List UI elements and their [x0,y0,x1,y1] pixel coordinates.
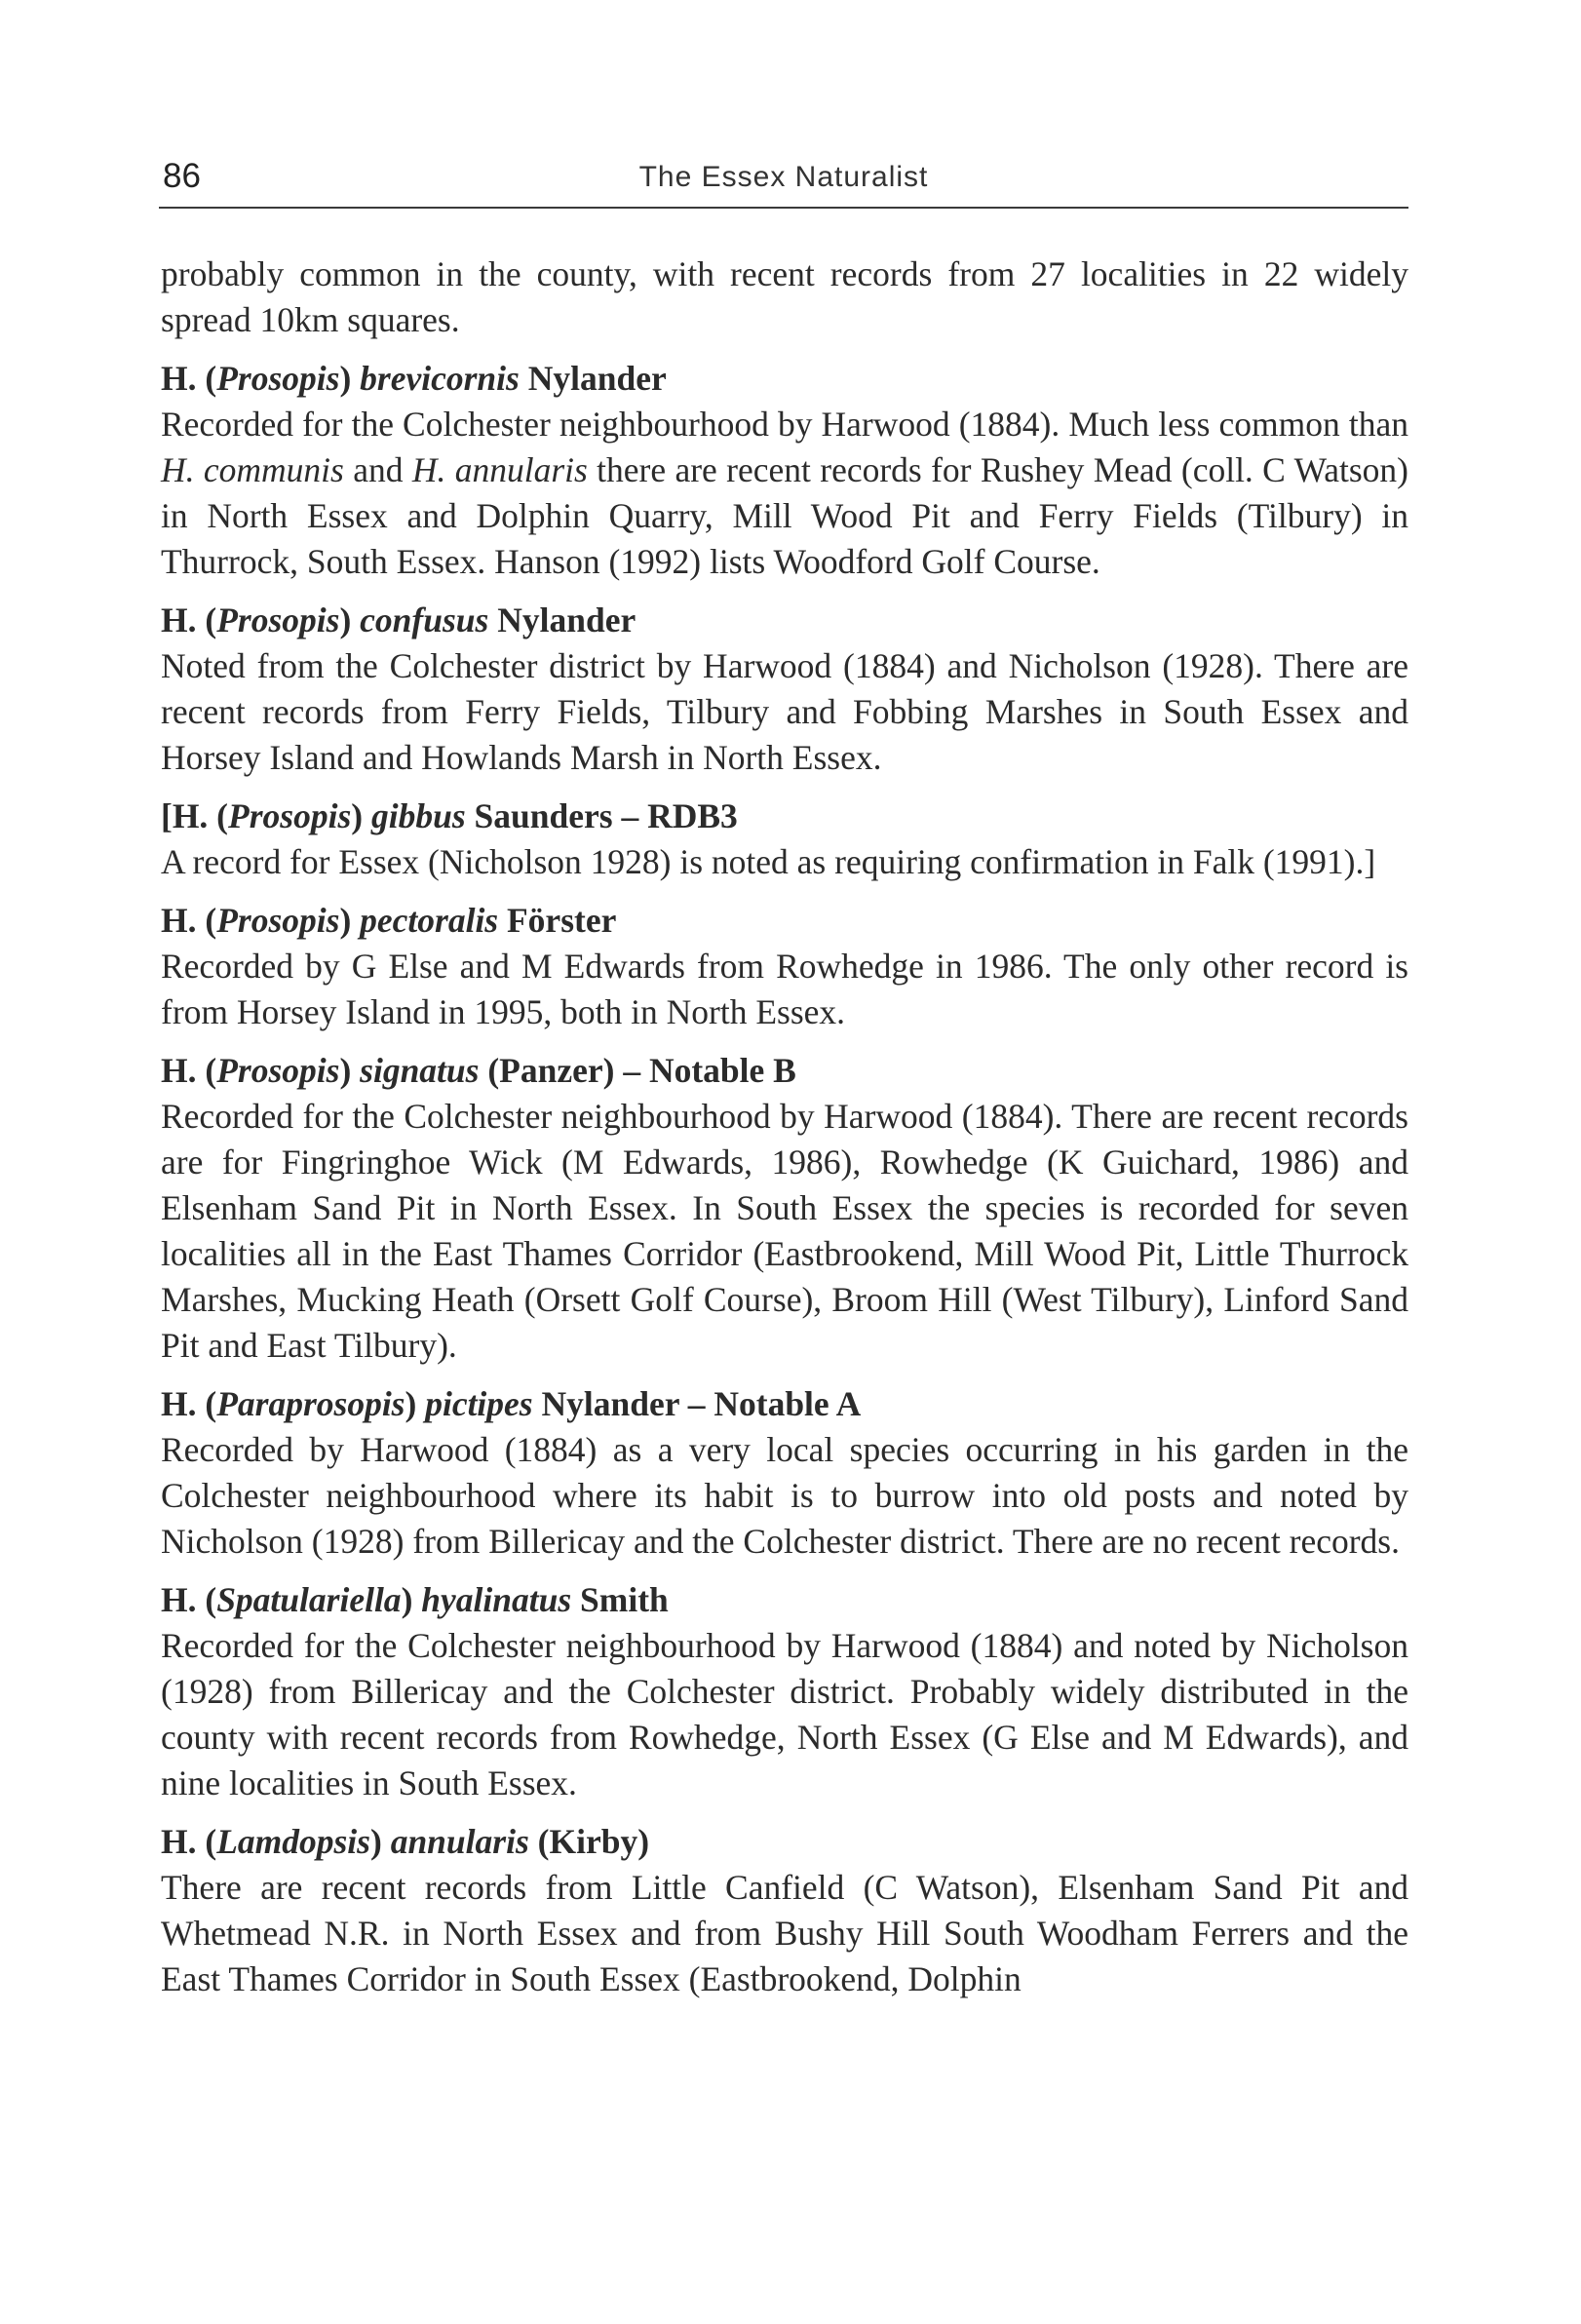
species-entry [161,356,1408,585]
subgenus-name: Prosopis [216,600,340,639]
species-text: Recorded for the Colchester neighbourhood by Harwood (1884). Much less common than H. communis and H. annularis there are recent records for Rushey Mead (coll. C Watson) in North Essex and Dolphin Quarry, Mill Wood Pit and Ferry Fields (Tilbury) in Thurrock, South Essex. Hanson (1992) lists Woodford Golf Course. [161,405,1408,581]
species-text: A record for Essex (Nicholson 1928) is noted as requiring confirmation in Falk (1991).] [161,842,1376,881]
species-entry [161,1381,1408,1565]
species-heading: [H. (Prosopis) gibbus Saunders – RDB3 [161,796,738,835]
species-entry [161,794,1408,885]
species-text: Recorded for the Colchester neighbourhood by Harwood (1884). There are recent records are for Fingringhoe Wick (M Edwards, 1986), Rowhedge (K Guichard, 1986) and Elsenham Sand Pit in North Essex. In South Essex the species is recorded for seven localities all in the East Thames Corridor (Eastbrookend, Mill Wood Pit, Little Thurrock Marshes, Mucking Heath (Orsett Golf Course), Broom Hill (West Tilbury), Linford Sand Pit and East Tilbury). [161,1097,1408,1365]
subgenus-name: Spatulariella [216,1580,402,1619]
species-text: Recorded by G Else and M Edwards from Rowhedge in 1986. The only other record is from Horsey Island in 1995, both in North Essex. [161,947,1408,1031]
page-body [161,252,1408,2015]
species-name: gibbus [370,796,466,835]
subgenus-name: Prosopis [216,901,340,940]
species-entry [161,1819,1408,2002]
subgenus-name: Prosopis [228,796,352,835]
subgenus-name: Prosopis [216,359,340,398]
subgenus-name: Paraprosopis [216,1384,405,1423]
species-heading: H. (Paraprosopis) pictipes Nylander – Notable A [161,1384,862,1423]
running-head: The Essex Naturalist [638,161,929,193]
intro-paragraph: probably common in the county, with recent records from 27 localities in 22 widely spread 10km squares. [161,254,1408,339]
species-heading: H. (Prosopis) brevicornis Nylander [161,359,667,398]
species-text: There are recent records from Little Canfield (C Watson), Elsenham Sand Pit and Whetmead N.R. in North Essex and from Bushy Hill South Woodham Ferrers and the East Thames Corridor in South Essex (Eastbrookend, Dolphin [161,1868,1408,1998]
species-entry [161,898,1408,1035]
species-heading: H. (Prosopis) signatus (Panzer) – Notable B [161,1051,796,1090]
species-name: pictipes [425,1384,533,1423]
subgenus-name: Prosopis [216,1051,340,1090]
species-heading: H. (Prosopis) confusus Nylander [161,600,636,639]
species-reference: H. communis [161,450,344,489]
species-name: confusus [360,600,489,639]
species-heading: H. (Spatulariella) hyalinatus Smith [161,1580,669,1619]
species-reference: H. annularis [411,450,588,489]
species-entry [161,1577,1408,1806]
species-heading: H. (Lamdopsis) annularis (Kirby) [161,1822,650,1861]
species-text: Recorded for the Colchester neighbourhood by Harwood (1884) and noted by Nicholson (1928) from Billericay and the Colchester district. Probably widely distributed in the county with recent records from Rowhedge, North Essex (G Else and M Edwards), and nine localities in South Essex. [161,1626,1408,1802]
species-text: Recorded by Harwood (1884) as a very local species occurring in his garden in the Colchester neighbourhood where its habit is to burrow into old posts and noted by Nicholson (1928) from Billericay and the Colchester district. There are no recent records. [161,1430,1408,1561]
page-header [159,154,1408,209]
subgenus-name: Lamdopsis [216,1822,370,1861]
species-heading: H. (Prosopis) pectoralis Förster [161,901,617,940]
species-name: annularis [390,1822,529,1861]
species-entry [161,1048,1408,1369]
species-name: signatus [360,1051,480,1090]
species-name: pectoralis [360,901,499,940]
page-number: 86 [163,157,201,195]
species-name: hyalinatus [421,1580,572,1619]
species-entry [161,598,1408,781]
species-text: Noted from the Colchester district by Harwood (1884) and Nicholson (1928). There are recent records from Ferry Fields, Tilbury and Fobbing Marshes in South Essex and Horsey Island and Howlands Marsh in North Essex. [161,646,1408,777]
species-name: brevicornis [360,359,520,398]
